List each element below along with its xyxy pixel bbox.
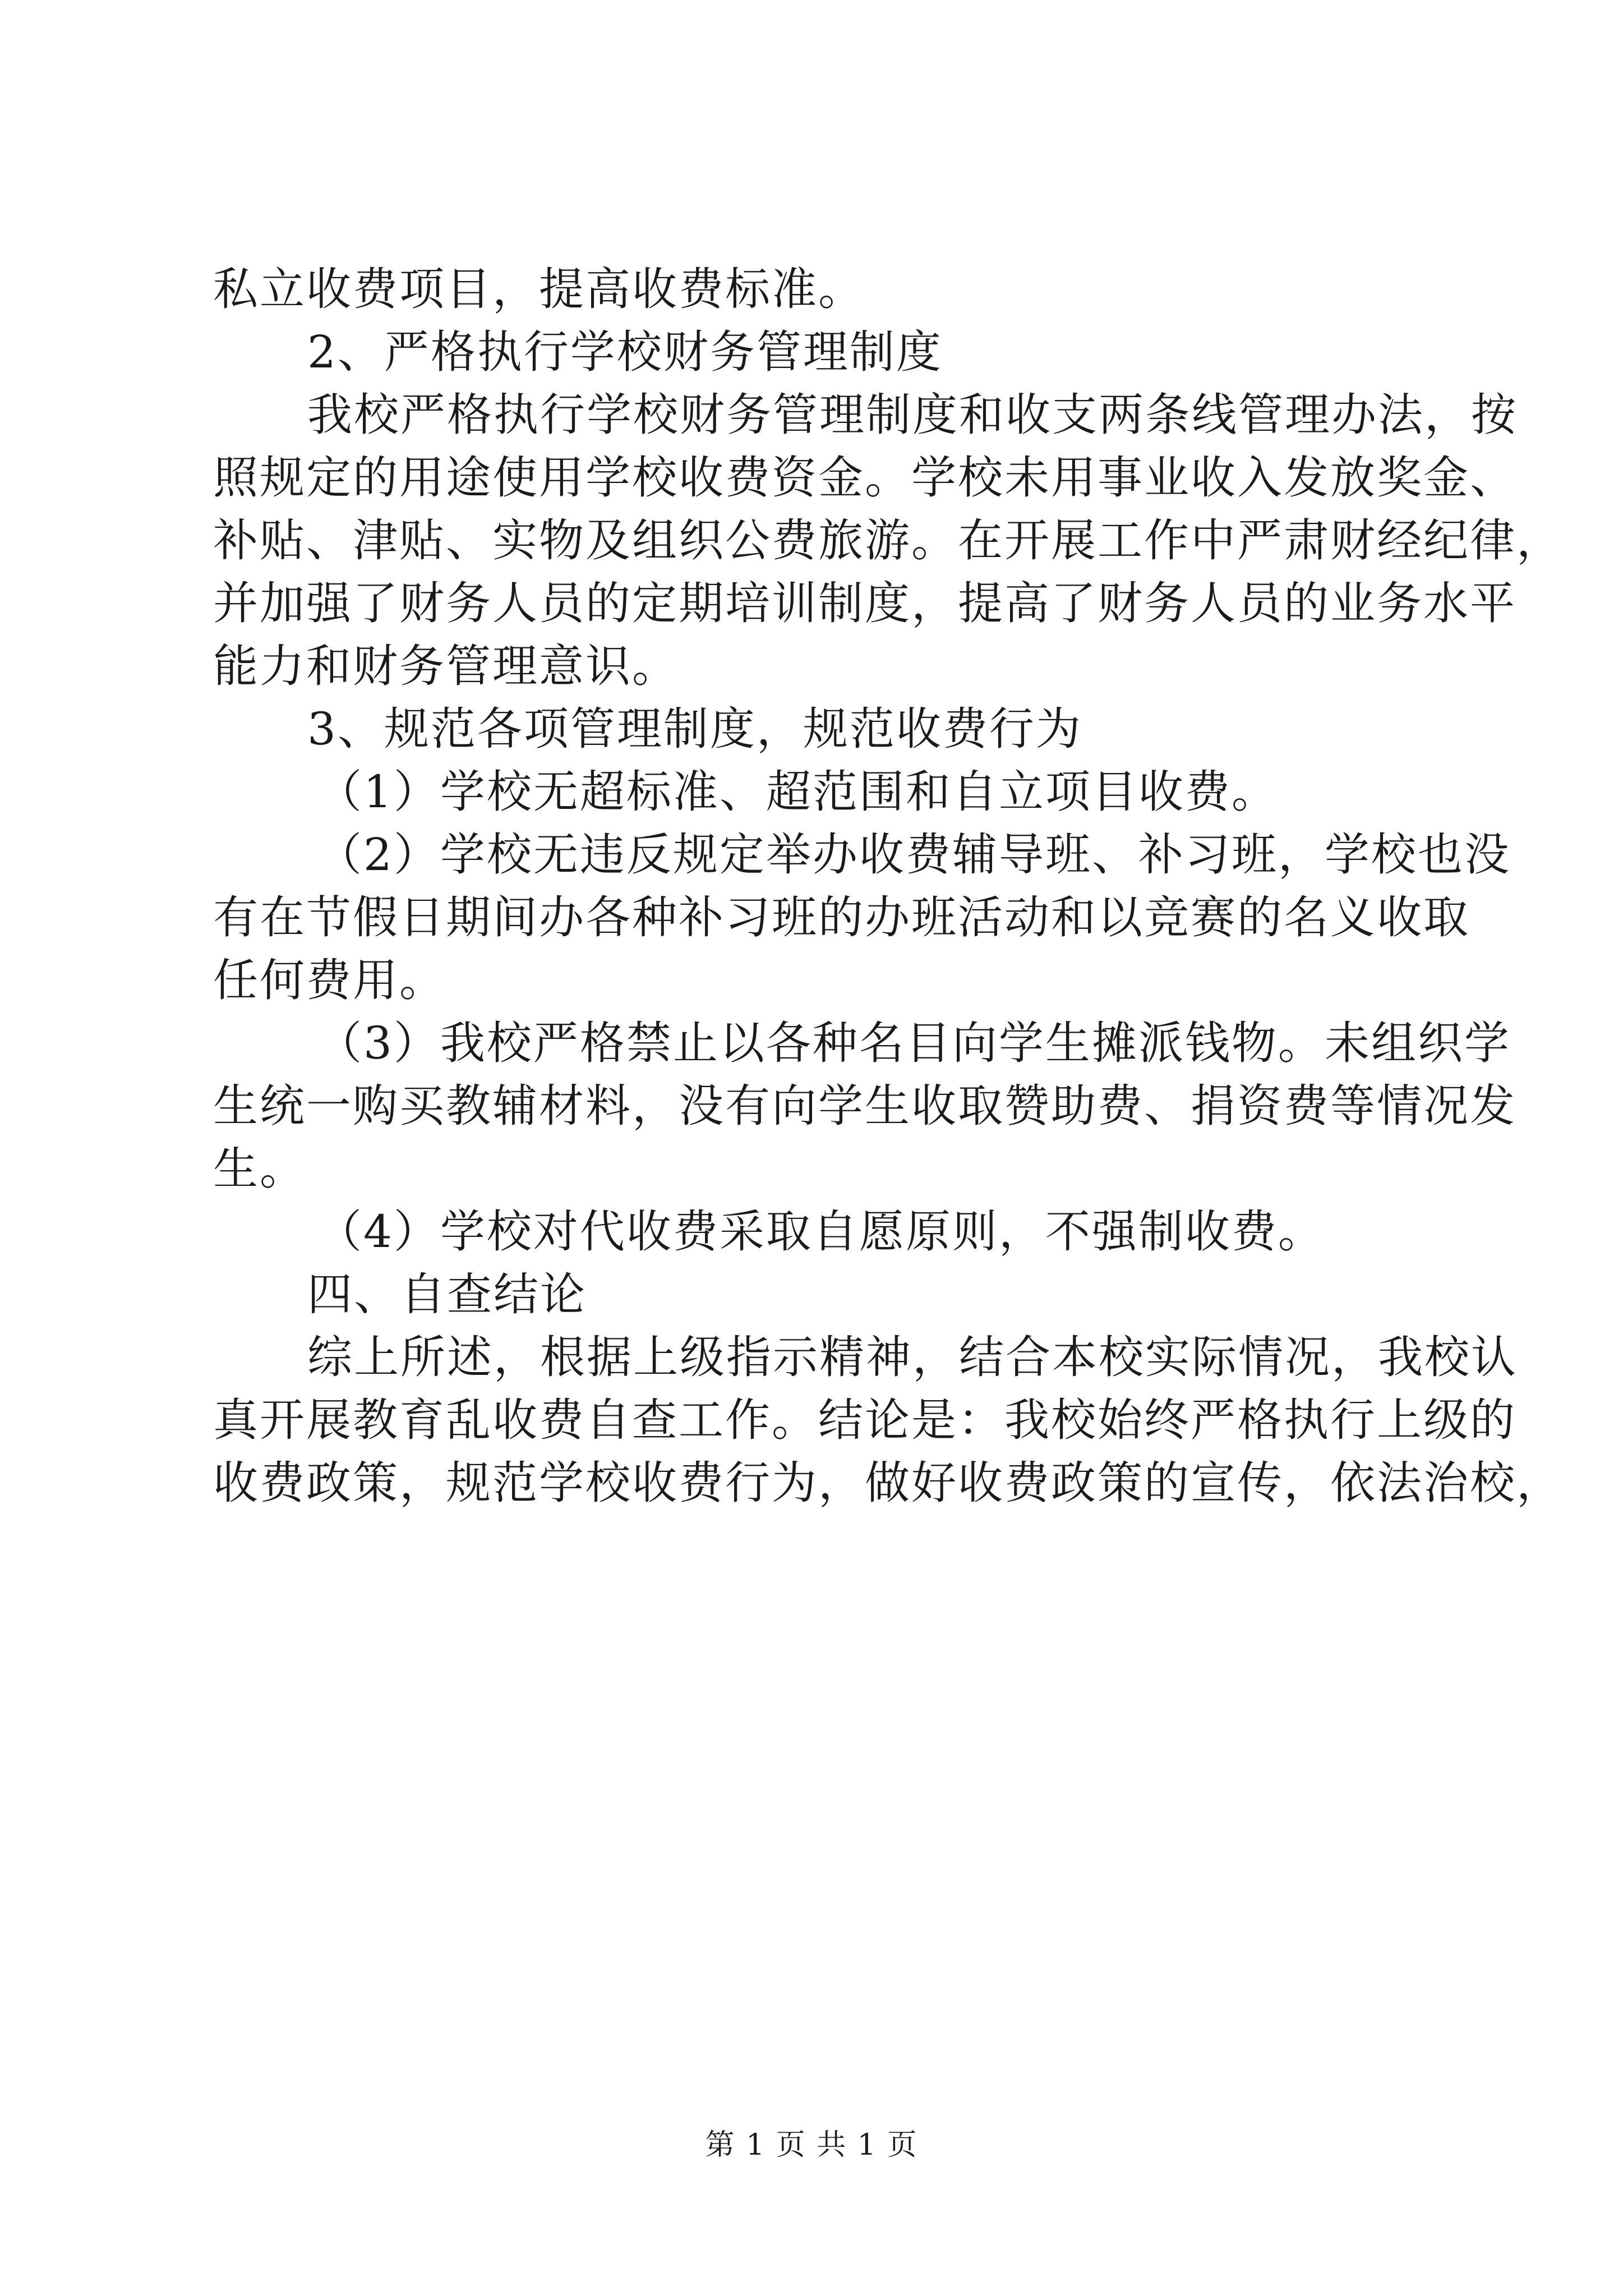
list-item: （2）学校无违反规定举办收费辅导班、补习班，学校也没 — [317, 829, 1511, 881]
section-heading: 四、自查结论 — [307, 1268, 587, 1320]
section-heading: 2、严格执行学校财务管理制度 — [307, 326, 943, 378]
section-heading: 3、规范各项管理制度，规范收费行为 — [307, 703, 1082, 755]
paragraph-line: 任何费用。 — [213, 954, 446, 1006]
page-number-footer: 第 1 页 共 1 页 — [705, 2128, 918, 2162]
paragraph-line: 生。 — [213, 1143, 306, 1195]
paragraph-line: 私立收费项目，提高收费标准。 — [213, 263, 865, 315]
paragraph-line: 生统一购买教辅材料，没有向学生收取赞助费、捐资费等情况发 — [213, 1080, 1516, 1132]
paragraph-line: 收费政策，规范学校收费行为，做好收费政策的宣传，依法治校， — [213, 1457, 1563, 1509]
paragraph-line: 能力和财务管理意识。 — [213, 640, 679, 692]
paragraph-line: 补贴、津贴、实物及组织公费旅游。在开展工作中严肃财经纪律， — [213, 514, 1563, 567]
list-item: （3）我校严格禁止以各种名目向学生摊派钱物。未组织学 — [317, 1017, 1511, 1069]
paragraph-line: 我校严格执行学校财务管理制度和收支两条线管理办法，按 — [307, 389, 1518, 441]
paragraph-line: 照规定的用途使用学校收费资金。学校未用事业收入发放奖金、 — [213, 452, 1516, 504]
list-item: （1）学校无超标准、超范围和自立项目收费。 — [317, 766, 1278, 818]
list-item: （4）学校对代收费采取自愿原则，不强制收费。 — [317, 1205, 1325, 1258]
paragraph-line: 有在节假日期间办各种补习班的办班活动和以竞赛的名义收取 — [213, 891, 1470, 944]
document-body — [213, 258, 1563, 1515]
paragraph-line: 真开展教育乱收费自查工作。结论是：我校始终严格执行上级的 — [213, 1394, 1516, 1446]
paragraph-line: 综上所述，根据上级指示精神，结合本校实际情况，我校认 — [307, 1331, 1518, 1383]
paragraph-line: 并加强了财务人员的定期培训制度，提高了财务人员的业务水平 — [213, 577, 1516, 629]
